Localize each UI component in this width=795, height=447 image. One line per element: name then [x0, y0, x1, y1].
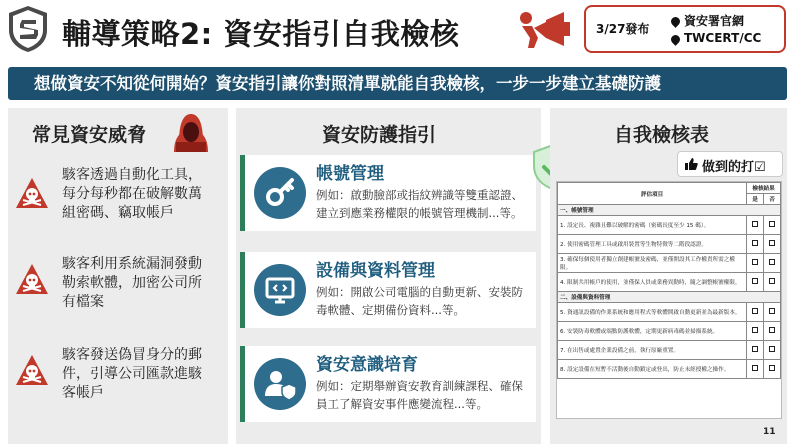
- no-checkbox[interactable]: [769, 221, 775, 227]
- intro-banner: 想做資安不知從何開始？資安指引讓你對照清單就能自我檢核，一步一步建立基礎防護: [8, 67, 787, 100]
- checklist-row: 4. 限制共用帳戶的使用，並僅保人員或業務異動時，隨之調整帳號權限。: [558, 273, 747, 292]
- guide-2-desc: 例如：開啟公司電腦的自動更新、安裝防毒軟體、定期備份資料...等。: [316, 285, 523, 317]
- checklist-row: 3. 確保每個使用者獨立創建帳號及密碼，並僅開設其工作權責所需之權限。: [558, 254, 747, 273]
- no-checkbox[interactable]: [769, 259, 775, 265]
- checklist-row: 7. 在出售或處置企業設備之前，執行原廠重置。: [558, 341, 747, 360]
- header-no: 否: [764, 194, 781, 205]
- skull-warning-icon: [14, 262, 50, 296]
- header-item: 評估項目: [558, 183, 747, 205]
- page-number: 11: [763, 427, 776, 437]
- release-date: 3/27發布: [596, 22, 650, 36]
- guide-2-title: 設備與資料管理: [316, 261, 435, 281]
- user-shield-icon: [254, 358, 306, 410]
- guide-3-title: 資安意識培育: [316, 355, 418, 375]
- release-info-box: [584, 5, 786, 53]
- yes-checkbox[interactable]: [752, 365, 758, 371]
- guide-card-awareness: [240, 346, 536, 422]
- header-result: 檢核結果: [747, 183, 781, 194]
- no-checkbox[interactable]: [769, 308, 775, 314]
- no-checkbox[interactable]: [769, 327, 775, 333]
- checklist-row: 5. 資通訊設備的作業系統和應用程式等軟體開啟自動更新並為最新版本。: [558, 303, 747, 322]
- no-checkbox[interactable]: [769, 346, 775, 352]
- no-checkbox[interactable]: [769, 240, 775, 246]
- checklist-row: 2. 使用密碼管理工具或啟用裝置等生物特徵等二階段認證。: [558, 235, 747, 254]
- threat-1-text: 駭客透過自動化工具，每分每秒都在破解數萬組密碼、竊取帳戶: [62, 167, 202, 221]
- checklist-badge-label: 做到的打☑: [702, 160, 766, 175]
- source-link-2[interactable]: TWCERT/CC: [684, 31, 762, 45]
- checklist-row: 6. 安裝防毒軟體或端點防護軟體，定期更新病毒碼並掃描系統。: [558, 322, 747, 341]
- key-icon: [254, 167, 306, 219]
- yes-checkbox[interactable]: [752, 308, 758, 314]
- threat-2-text: 駭客利用系統漏洞發動勒索軟體，加密公司所有檔案: [62, 256, 202, 310]
- s-shield-logo: [6, 4, 50, 54]
- page-title: 輔導策略2: 資安指引自我檢核: [62, 17, 460, 51]
- guide-card-account: [240, 155, 536, 231]
- section-heading: 二、設備與資料管理: [558, 292, 781, 303]
- checklist-title: 自我檢核表: [614, 124, 710, 146]
- checklist-row: 8. 設定設備在短暫不活動後自動鎖定或登出，防止未經授權之操作。: [558, 360, 747, 379]
- thumbs-up-icon: [684, 157, 698, 171]
- guide-3-desc: 例如：定期舉辦資安教育訓練課程、確保員工了解資安事件應變流程...等。: [316, 379, 523, 411]
- yes-checkbox[interactable]: [752, 259, 758, 265]
- yes-checkbox[interactable]: [752, 221, 758, 227]
- header-yes: 是: [747, 194, 764, 205]
- guide-card-device: [240, 252, 536, 328]
- hacker-icon: [168, 112, 214, 152]
- yes-checkbox[interactable]: [752, 346, 758, 352]
- guide-1-desc: 例如：啟動臉部或指紋辨識等雙重認證、建立到應業務權限的帳號管理機制...等。: [316, 188, 523, 220]
- checklist-table: [557, 182, 781, 379]
- skull-warning-icon: [14, 353, 50, 387]
- source-link-1[interactable]: 資安署官網: [684, 14, 745, 28]
- section-heading: 一、帳號管理: [558, 205, 781, 216]
- skull-warning-icon: [14, 176, 50, 210]
- no-checkbox[interactable]: [769, 365, 775, 371]
- guide-1-title: 帳號管理: [316, 164, 384, 184]
- location-pin-icon: [669, 33, 682, 46]
- self-check-sheet: [556, 181, 782, 419]
- checklist-row: 1. 設定長、複雜且難以破解的密碼（密碼長度至少 15 碼）。: [558, 216, 747, 235]
- card-accent-bar: [240, 346, 245, 422]
- card-accent-bar: [240, 252, 245, 328]
- threat-3-text: 駭客發送偽冒身分的郵件，引導公司匯款進駭客帳戶: [62, 347, 202, 401]
- yes-checkbox[interactable]: [752, 327, 758, 333]
- location-pin-icon: [669, 15, 682, 28]
- yes-checkbox[interactable]: [752, 278, 758, 284]
- guides-title: 資安防護指引: [322, 124, 437, 146]
- megaphone-icon: [516, 8, 578, 50]
- threats-title: 常見資安威脅: [32, 124, 147, 146]
- yes-checkbox[interactable]: [752, 240, 758, 246]
- no-checkbox[interactable]: [769, 278, 775, 284]
- monitor-icon: [254, 264, 306, 316]
- card-accent-bar: [240, 155, 245, 231]
- checklist-badge: [677, 151, 783, 177]
